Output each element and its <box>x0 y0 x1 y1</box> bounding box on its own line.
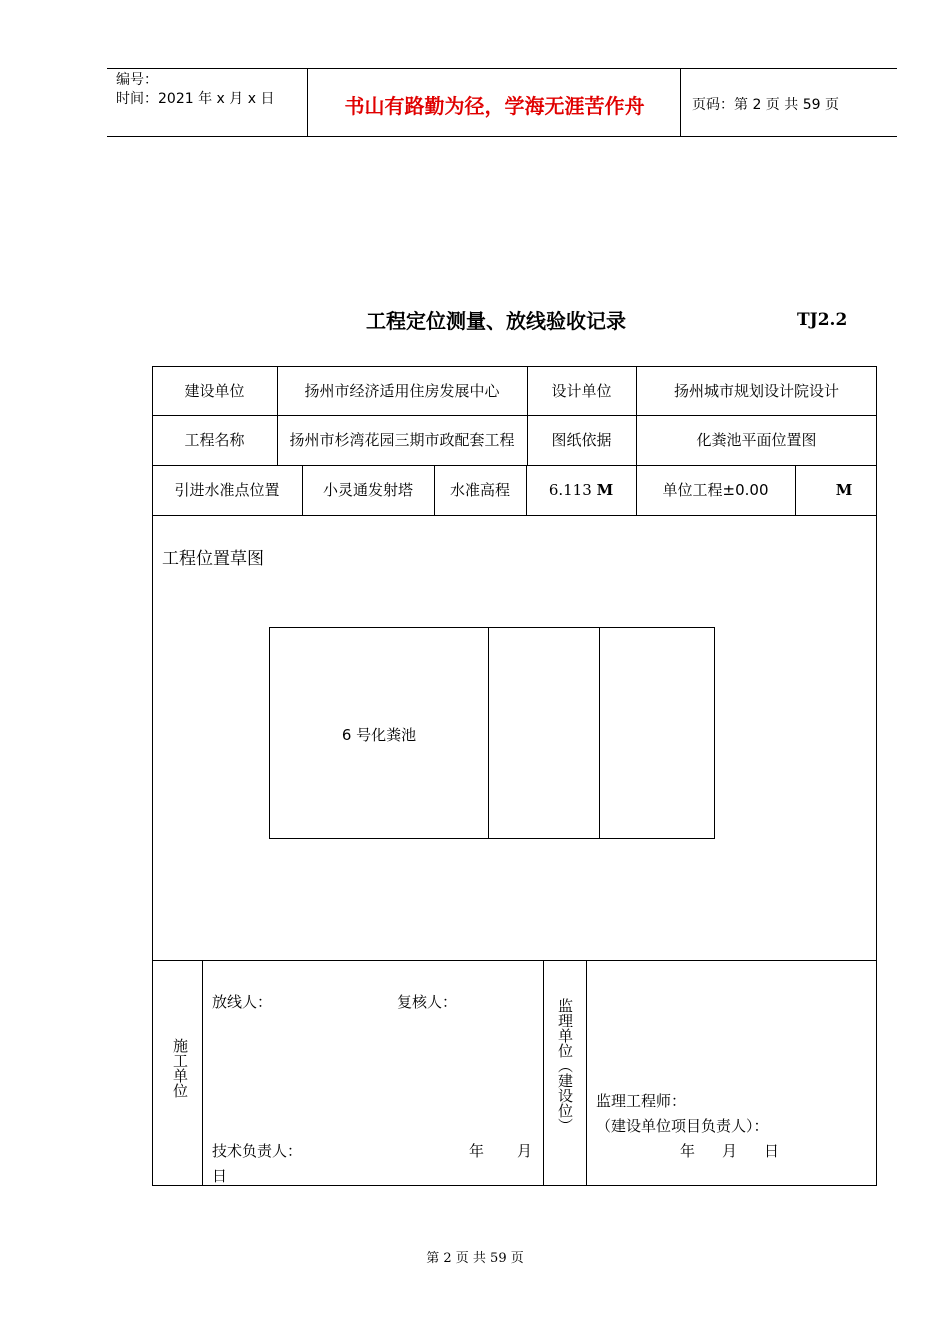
construction-day: 日 <box>212 1167 228 1185</box>
owner-rep-label: （建设单位项目负责人）： <box>596 1117 769 1135</box>
tech-lead-label: 技术负责人： <box>212 1142 303 1160</box>
supervision-month: 月 <box>722 1142 738 1160</box>
header-divider-left <box>307 68 308 136</box>
supervision-unit-label: 监理单位（建设位） <box>556 998 574 1133</box>
document-title: 工程定位测量、放线验收记录 <box>366 309 626 333</box>
header-motto: 书山有路勤为径，学海无涯苦作舟 <box>344 94 645 118</box>
supervision-day: 日 <box>764 1142 780 1160</box>
unit-zero-value: M <box>835 481 853 499</box>
sig-col-c <box>586 960 587 1186</box>
unit-zero-label: 单位工程±0.00 <box>662 481 769 499</box>
sketch-divider-2 <box>599 627 600 839</box>
elevation-label: 水准高程 <box>449 481 510 499</box>
drawing-label: 图纸依据 <box>551 431 612 449</box>
elevation-unit: M <box>596 481 614 499</box>
form-rule-3 <box>152 515 877 516</box>
construction-year: 年 <box>469 1142 485 1160</box>
drawing-value: 化粪池平面位置图 <box>696 431 817 449</box>
supervision-year: 年 <box>680 1142 696 1160</box>
sig-col-b <box>543 960 544 1186</box>
document-code: TJ2.2 <box>797 310 848 330</box>
project-value: 扬州市杉湾花园三期市政配套工程 <box>289 431 515 449</box>
header-time: 时间：2021 年 x 月 x 日 <box>116 91 275 107</box>
designer-label: 设计单位 <box>551 381 612 400</box>
client-value: 扬州市经济适用住房发展中心 <box>304 381 500 400</box>
designer-value: 扬州城市规划设计院设计 <box>673 381 839 400</box>
elevation-value <box>526 465 636 515</box>
benchmark-value: 小灵通发射塔 <box>322 481 413 499</box>
header-page-number: 页码：第 2 页 共 59 页 <box>692 97 839 113</box>
header-top-rule <box>107 68 897 69</box>
sketch-label: 工程位置草图 <box>162 549 264 569</box>
client-label: 建设单位 <box>184 381 245 400</box>
elevation-number: 6.113 <box>548 481 592 499</box>
header-serial: 编号： <box>116 72 158 88</box>
form-rule-4 <box>152 960 877 961</box>
sketch-divider-1 <box>488 627 489 839</box>
construction-unit-label: 施工单位 <box>171 1038 189 1098</box>
footer-page-number: 第 2 页 共 59 页 <box>426 1251 524 1266</box>
project-label: 工程名称 <box>184 431 245 449</box>
checker-label: 复核人： <box>397 993 458 1011</box>
benchmark-label: 引进水准点位置 <box>174 481 280 499</box>
setter-label: 放线人： <box>212 993 273 1011</box>
header-bottom-rule <box>107 136 897 137</box>
construction-month: 月 <box>517 1142 533 1160</box>
supervisor-label: 监理工程师： <box>596 1092 687 1110</box>
septic-tank-label: 6 号化粪池 <box>341 726 417 744</box>
header-divider-right <box>680 68 681 136</box>
sig-col-a <box>202 960 203 1186</box>
